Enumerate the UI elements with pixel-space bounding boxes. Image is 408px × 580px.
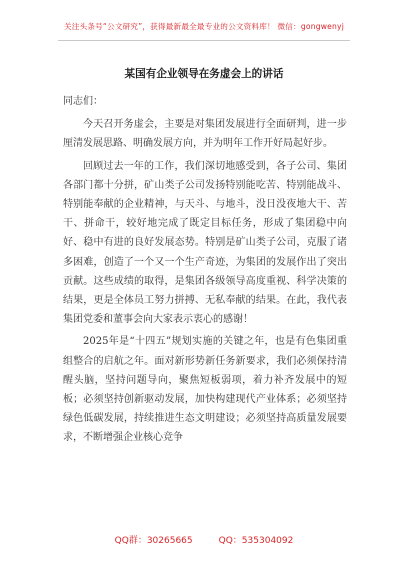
paragraph: 2025年是“十四五”规划实施的关键之年，也是有色集团重组整合的启航之年。面对新形势新任务新要求，我们必须保持清醒头脑，坚持问题导向，聚焦短板弱项，着力补齐发展中的短板；必须坚持创新驱动发展，加快构建现代产业体系；必须坚持绿色低碳发展，持续推进生态文明建设；必须坚持高质量发展要求，不断增强企业核心竞争: [63, 336, 347, 444]
header-promo-text: 关注头条号“公文研究”，获得最新最全最专业的公文资料库！ 微信：gongwenyj: [63, 22, 345, 31]
paragraph: 回顾过去一年的工作，我们深切地感受到，各子公司、集团各部门都十分拼，矿山类子公司发扬特别能吃苦、特别能战斗、特别能奉献的企业精神，与天斗、与地斗，没日没夜地大干、苦干、拼命干，较好地完成了既定目标任务，形成了集团稳中向好、稳中有进的良好发展态势。特别是矿山类子公司，克服了诸多困难，创造了一个又一个生产奇迹，为集团的发展作出了突出贡献。这些成绩的取得，是集团各级领导高度重视、科学决策的结果，更是全体员工努力拼搏、无私奉献的结果。在此，我代表集团党委和董事会向大家表示衷心的感谢！: [63, 160, 347, 326]
qq-number: QQ：535304092: [218, 536, 294, 546]
header-divider: [58, 40, 350, 41]
salutation: 同志们：: [63, 96, 103, 107]
paragraph: 今天召开务虚会，主要是对集团发展进行全面研判，进一步厘清发展思路、明确发展方向，并为明年工作开好局起好步。: [63, 119, 347, 150]
document-body: [63, 92, 347, 448]
qq-group-number: QQ群：30265665: [114, 536, 193, 546]
document-title: 某国有企业领导在务虚会上的讲话: [124, 68, 284, 80]
footer-contacts: [0, 533, 408, 546]
